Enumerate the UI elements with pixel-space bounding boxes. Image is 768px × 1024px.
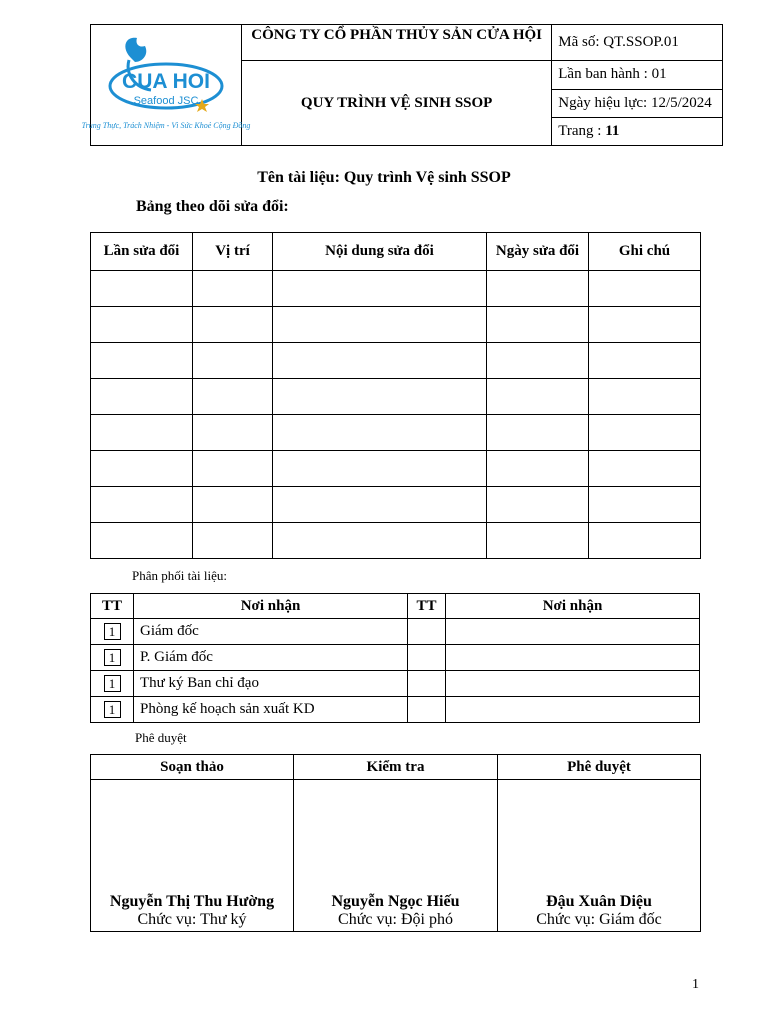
revision-table-label: Bảng theo dõi sửa đổi:	[136, 198, 289, 215]
revision-col-header: Lần sửa đổi	[91, 233, 193, 271]
document-header	[81, 24, 723, 146]
table-row	[91, 487, 701, 523]
signature-box	[498, 780, 701, 932]
distribution-label: Phân phối tài liệu:	[132, 568, 227, 583]
signature-box	[91, 780, 294, 932]
approval-col-header: Soạn thảo	[91, 755, 294, 780]
table-row	[91, 307, 701, 343]
table-row	[91, 619, 700, 645]
approval-col-header: Phê duyệt	[498, 755, 701, 780]
checkbox: 1	[104, 675, 121, 692]
table-row	[91, 415, 701, 451]
revision-col-header: Nội dung sửa đổi	[273, 233, 487, 271]
distribution-col-header: TT	[91, 594, 134, 619]
signer-name: Đậu Xuân Diệu	[546, 893, 652, 910]
doc-code: Mã số: QT.SSOP.01	[552, 25, 723, 61]
approval-table	[90, 754, 701, 932]
document-title: Tên tài liệu: Quy trình Vệ sinh SSOP	[257, 169, 511, 186]
page-label: Trang :	[558, 122, 606, 139]
revision-col-header: Ngày sửa đổi	[487, 233, 589, 271]
table-row	[91, 379, 701, 415]
revision-table	[90, 232, 701, 559]
logo-sub: Seafood JSC	[133, 94, 199, 107]
page-number: 1	[692, 977, 699, 992]
recipient-name: Thư ký Ban chỉ đạo	[134, 671, 408, 697]
checkbox: 1	[104, 701, 121, 718]
distribution-table	[90, 593, 700, 723]
approval-label: Phê duyệt	[135, 730, 187, 745]
recipient-name: Phòng kế hoạch sản xuất KD	[134, 697, 408, 723]
signer-role: Chức vụ: Thư ký	[137, 911, 247, 928]
issue-number: Lần ban hành : 01	[552, 61, 723, 89]
table-row	[91, 671, 700, 697]
company-name: CÔNG TY CỔ PHẦN THỦY SẢN CỬA HỘI	[242, 25, 552, 61]
procedure-title: QUY TRÌNH VỆ SINH SSOP	[242, 61, 552, 146]
signer-name: Nguyễn Thị Thu Hường	[109, 893, 275, 910]
revision-col-header: Ghi chú	[589, 233, 701, 271]
revision-col-header: Vị trí	[193, 233, 273, 271]
table-row	[91, 697, 700, 723]
signer-role: Chức vụ: Đội phó	[338, 911, 453, 928]
table-row	[91, 523, 701, 559]
recipient-name: Giám đốc	[134, 619, 408, 645]
distribution-col-header: Nơi nhận	[134, 594, 408, 619]
table-row	[91, 645, 700, 671]
page-value: 11	[605, 122, 620, 139]
table-row	[91, 271, 701, 307]
logo-slogan: Trung Thực, Trách Nhiệm - Vì Sức Khoẻ Cộng Đồng	[81, 120, 251, 130]
table-row	[91, 343, 701, 379]
recipient-name: P. Giám đốc	[134, 645, 408, 671]
distribution-col-header: Nơi nhận	[446, 594, 700, 619]
checkbox: 1	[104, 649, 121, 666]
table-row	[91, 451, 701, 487]
distribution-col-header: TT	[408, 594, 446, 619]
page-info	[552, 117, 723, 145]
signer-role: Chức vụ: Giám đốc	[536, 911, 662, 928]
signer-name: Nguyễn Ngọc Hiếu	[331, 893, 460, 910]
fish-logo-icon	[81, 28, 251, 138]
logo-brand: CUA HOI	[122, 69, 210, 93]
signature-box	[294, 780, 498, 932]
company-logo	[81, 25, 251, 146]
effective-date: Ngày hiệu lực: 12/5/2024	[552, 89, 723, 117]
checkbox: 1	[104, 623, 121, 640]
approval-col-header: Kiểm tra	[294, 755, 498, 780]
